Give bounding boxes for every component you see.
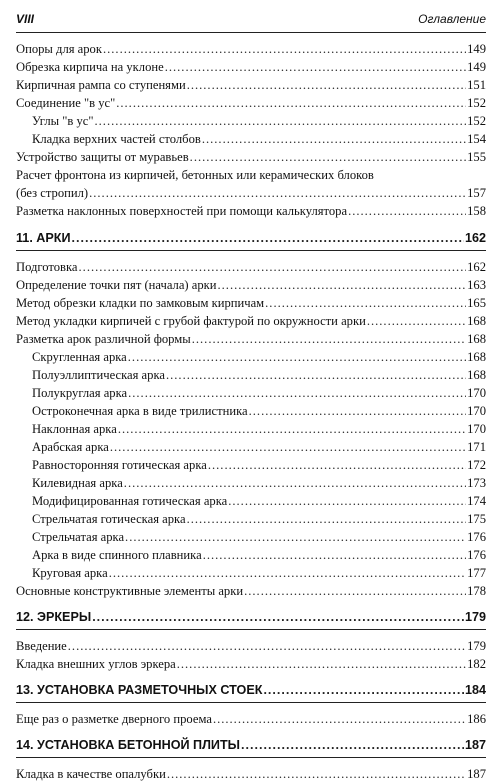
leader-dots (241, 736, 464, 754)
leader-dots (249, 402, 466, 420)
leader-dots (203, 546, 466, 564)
leader-dots (165, 58, 466, 76)
toc-entry-text: Стрельчатая арка (32, 530, 125, 544)
chapter-rule (16, 629, 486, 630)
leader-dots (367, 312, 466, 330)
toc-entry-text: Метод обрезки кладки по замковым кирпичам (16, 296, 265, 310)
toc-section-continued (16, 40, 486, 166)
leader-dots (208, 456, 466, 474)
toc-entry-page: 163 (467, 278, 486, 292)
chapter-12-section (16, 608, 486, 673)
toc-entry (16, 112, 486, 130)
page-header (16, 8, 486, 33)
running-title: Оглавление (418, 12, 486, 26)
leader-dots (109, 564, 466, 582)
chapter-rule (16, 702, 486, 703)
chapter-heading (16, 229, 486, 247)
toc-entry-text: Углы "в ус" (32, 114, 94, 128)
chapter-11-section (16, 229, 486, 600)
toc-entry (16, 76, 486, 94)
leader-dots (166, 366, 466, 384)
leader-dots (167, 765, 466, 783)
toc-entry-page: 171 (467, 440, 486, 454)
toc-entry-text: Полуэллиптическая арка (32, 368, 165, 382)
toc-entry-page: 168 (467, 332, 486, 346)
toc-entry-text: Еще раз о разметке дверного проема (16, 712, 212, 726)
leader-dots (348, 202, 466, 220)
toc-entry-text: Разметка наклонных поверхностей при помощи калькулятора (16, 204, 348, 218)
leader-dots (265, 294, 466, 312)
toc-entry-text: Кладка верхних частей столбов (32, 132, 201, 146)
toc-entry-page: 151 (467, 78, 486, 92)
toc-entry (16, 294, 486, 312)
leader-dots (110, 438, 466, 456)
leader-dots (202, 130, 466, 148)
toc-entry (16, 148, 486, 166)
toc-entry-page: 182 (467, 657, 486, 671)
toc-entry-text: Полукруглая арка (32, 386, 128, 400)
toc-entry-page: 157 (467, 186, 486, 200)
toc-entry-page: 165 (467, 296, 486, 310)
chapter-rule (16, 250, 486, 251)
leader-dots (192, 330, 466, 348)
leader-dots (68, 637, 466, 655)
chapter-14-section (16, 736, 486, 783)
chapter-title: 11. АРКИ (16, 231, 71, 245)
toc-entry-page: 152 (467, 114, 486, 128)
toc-entry-page: 168 (467, 368, 486, 382)
toc-entry-page: 174 (467, 494, 486, 508)
leader-dots (244, 582, 466, 600)
toc-entry (16, 384, 486, 402)
toc-entry-text: (без стропил) (16, 186, 89, 200)
toc-entry (16, 420, 486, 438)
toc-entry-text: Расчет фронтона из кирпичей, бетонных или керамических блоков (16, 168, 374, 182)
toc-entry (16, 510, 486, 528)
toc-entry-text: Наклонная арка (32, 422, 117, 436)
chapter-heading (16, 736, 486, 754)
toc-entry-page: 176 (467, 530, 486, 544)
toc-entry-page: 152 (467, 96, 486, 110)
leader-dots (177, 655, 466, 673)
toc-entry-page: 172 (467, 458, 486, 472)
toc-entry-wrapped-line2 (16, 184, 486, 202)
table-of-contents (16, 40, 486, 783)
page-number: VIII (16, 12, 35, 26)
toc-entry (16, 637, 486, 655)
chapter-page: 187 (464, 738, 486, 752)
toc-entry (16, 40, 486, 58)
leader-dots (95, 112, 467, 130)
leader-dots (125, 528, 466, 546)
toc-entry (16, 130, 486, 148)
toc-entry-page: 155 (467, 150, 486, 164)
leader-dots (128, 348, 466, 366)
toc-entry-text: Определение точки пят (начала) арки (16, 278, 217, 292)
toc-entry-text: Равносторонняя готическая арка (32, 458, 207, 472)
chapter-title: 13. УСТАНОВКА РАЗМЕТОЧНЫХ СТОЕК (16, 683, 263, 697)
leader-dots (103, 40, 466, 58)
toc-entry-text: Разметка арок различной формы (16, 332, 191, 346)
toc-entry (16, 546, 486, 564)
toc-entry-page: 177 (467, 566, 486, 580)
leader-dots (218, 276, 467, 294)
toc-entry-page: 179 (467, 639, 486, 653)
toc-entry-page: 173 (467, 476, 486, 490)
chapter-13-section (16, 681, 486, 728)
toc-entry (16, 438, 486, 456)
toc-entry-text: Подготовка (16, 260, 78, 274)
toc-entry-text: Круговая арка (32, 566, 108, 580)
leader-dots (187, 510, 467, 528)
toc-entry (16, 564, 486, 582)
leader-dots (79, 258, 467, 276)
toc-entry (16, 348, 486, 366)
leader-dots (124, 474, 466, 492)
toc-entry-page: 170 (467, 404, 486, 418)
toc-entry-text: Кладка в качестве опалубки (16, 767, 166, 781)
toc-entry-text: Арабская арка (32, 440, 109, 454)
toc-entry-page: 187 (467, 767, 486, 781)
chapter-rule (16, 757, 486, 758)
leader-dots (72, 229, 464, 247)
leader-dots (263, 681, 464, 699)
toc-entry-page: 149 (467, 60, 486, 74)
toc-entry (16, 276, 486, 294)
toc-entry-text: Скругленная арка (32, 350, 127, 364)
leader-dots (228, 492, 466, 510)
toc-entry (16, 582, 486, 600)
leader-dots (128, 384, 466, 402)
toc-entry (16, 312, 486, 330)
toc-entry-page: 176 (467, 548, 486, 562)
toc-entry-text: Кирпичная рампа со ступенями (16, 78, 186, 92)
toc-entry-page: 162 (467, 260, 486, 274)
toc-entry (16, 202, 486, 220)
toc-entry (16, 765, 486, 783)
toc-entry-page: 149 (467, 42, 486, 56)
toc-entry-page: 170 (467, 422, 486, 436)
toc-entry-text: Остроконечная арка в виде трилистника (32, 404, 248, 418)
toc-entry-text: Стрельчатая готическая арка (32, 512, 186, 526)
chapter-heading (16, 681, 486, 699)
chapter-page: 184 (464, 683, 486, 697)
toc-entry-text: Опоры для арок (16, 42, 102, 56)
toc-entry-text: Соединение "в ус" (16, 96, 116, 110)
toc-entry-page: 168 (467, 314, 486, 328)
leader-dots (118, 420, 466, 438)
toc-entry-page: 170 (467, 386, 486, 400)
chapter-page: 179 (464, 610, 486, 624)
chapter-title: 14. УСТАНОВКА БЕТОННОЙ ПЛИТЫ (16, 738, 241, 752)
leader-dots (187, 76, 466, 94)
toc-entry-text: Обрезка кирпича на уклоне (16, 60, 164, 74)
toc-entry-text: Введение (16, 639, 67, 653)
toc-entry-text: Килевидная арка (32, 476, 123, 490)
toc-entry (16, 330, 486, 348)
toc-entry-page: 154 (467, 132, 486, 146)
leader-dots (92, 608, 464, 626)
toc-entry (16, 94, 486, 112)
toc-entry (16, 258, 486, 276)
toc-entry-wrapped-line1 (16, 166, 486, 184)
toc-entry-text: Метод укладки кирпичей с грубой фактурой по окружности арки (16, 314, 366, 328)
toc-entry (16, 528, 486, 546)
toc-entry (16, 492, 486, 510)
toc-entry-page: 175 (467, 512, 486, 526)
toc-entry (16, 58, 486, 76)
toc-entry-text: Основные конструктивные элементы арки (16, 584, 244, 598)
toc-entry (16, 474, 486, 492)
toc-entry-page: 186 (467, 712, 486, 726)
toc-entry-text: Кладка внешних углов эркера (16, 657, 176, 671)
toc-entry (16, 366, 486, 384)
toc-entry-page: 158 (467, 204, 486, 218)
leader-dots (190, 148, 466, 166)
leader-dots (116, 94, 466, 112)
toc-entry-text: Арка в виде спинного плавника (32, 548, 202, 562)
toc-entry-page: 178 (467, 584, 486, 598)
toc-entry-text: Устройство защиты от муравьев (16, 150, 189, 164)
chapter-title: 12. ЭРКЕРЫ (16, 610, 92, 624)
leader-dots (213, 710, 466, 728)
toc-entry (16, 710, 486, 728)
toc-entry-text: Модифицированная готическая арка (32, 494, 228, 508)
toc-entry (16, 402, 486, 420)
chapter-heading (16, 608, 486, 626)
toc-entry (16, 655, 486, 673)
toc-entry (16, 456, 486, 474)
chapter-page: 162 (464, 231, 486, 245)
toc-entry-page: 168 (467, 350, 486, 364)
leader-dots (89, 184, 466, 202)
